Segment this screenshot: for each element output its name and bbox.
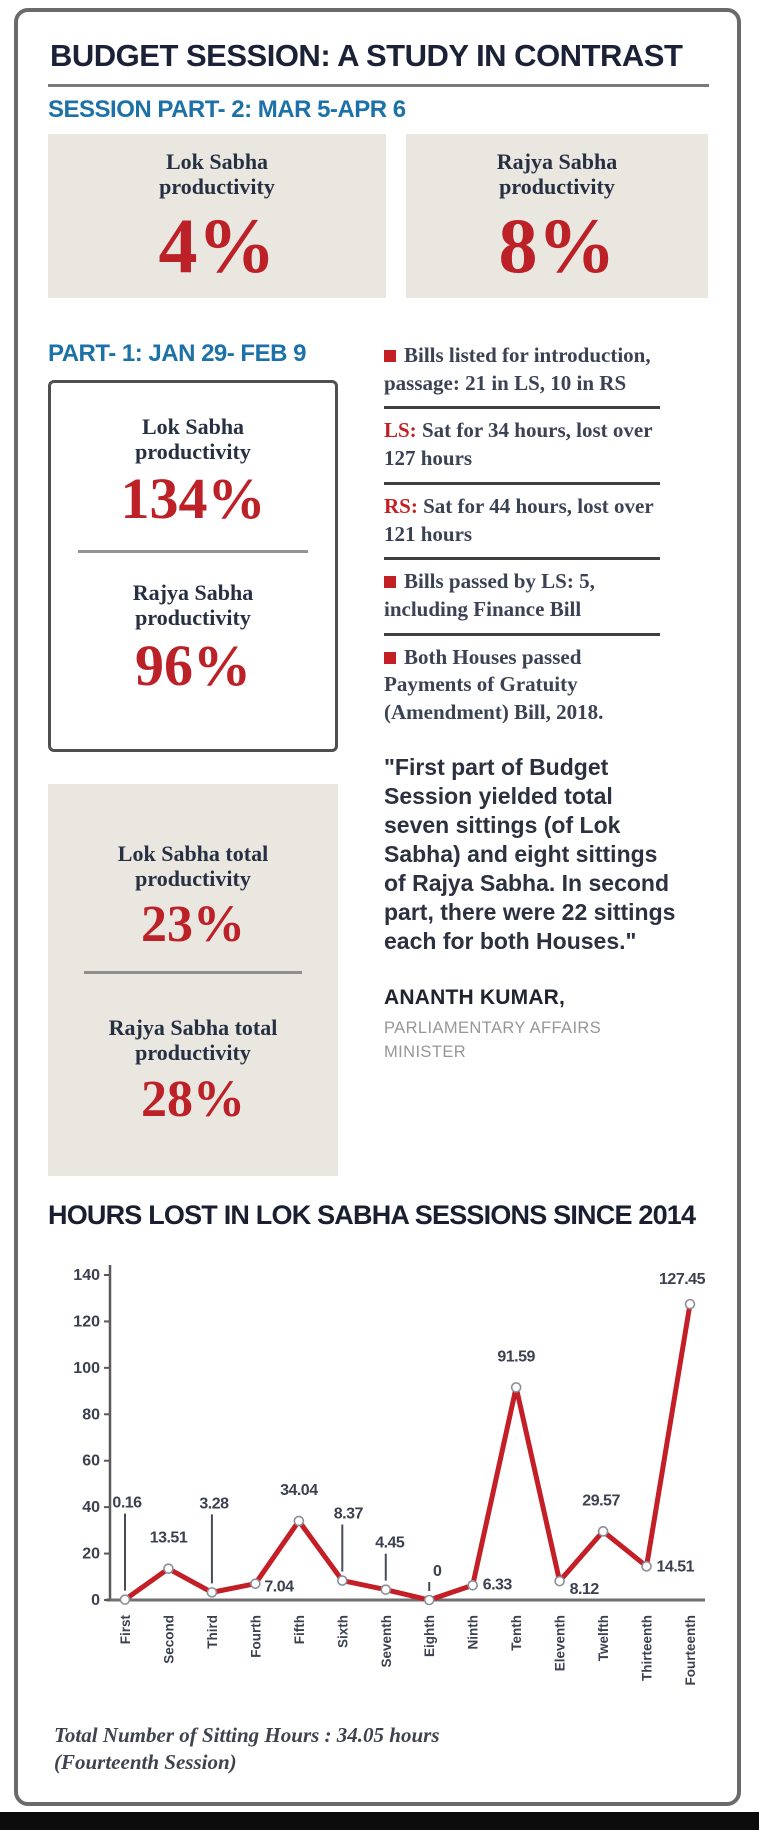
productivity-value: 96% bbox=[135, 632, 251, 698]
productivity-value: 23% bbox=[141, 896, 245, 954]
fact-item bbox=[384, 493, 660, 548]
box-label: Lok Sabha productivity bbox=[135, 414, 251, 464]
svg-text:120: 120 bbox=[73, 1313, 100, 1331]
bottom-black-strip bbox=[0, 1812, 759, 1830]
svg-text:13.51: 13.51 bbox=[149, 1529, 188, 1547]
fact-text: Bills passed by LS: 5, including Finance Bill bbox=[384, 569, 595, 622]
chart-footnote bbox=[54, 1722, 709, 1777]
svg-text:14.51: 14.51 bbox=[656, 1558, 695, 1576]
svg-text:Fifth: Fifth bbox=[291, 1615, 307, 1645]
bullet-icon bbox=[384, 576, 396, 588]
svg-text:29.57: 29.57 bbox=[582, 1492, 620, 1510]
svg-text:0.16: 0.16 bbox=[112, 1494, 142, 1512]
title-rule bbox=[48, 84, 709, 87]
house-abbr: LS: bbox=[384, 418, 417, 443]
svg-text:Seventh: Seventh bbox=[378, 1615, 394, 1668]
divider-line bbox=[78, 550, 308, 553]
box-label: Lok Sabha total productivity bbox=[117, 841, 269, 891]
bullet-icon bbox=[384, 652, 396, 664]
right-column bbox=[384, 340, 709, 1176]
box-label: Rajya Sabha total productivity bbox=[108, 1015, 278, 1065]
svg-text:20: 20 bbox=[82, 1545, 100, 1563]
total-productivity-box bbox=[48, 784, 338, 1176]
box-label: Rajya Sabha productivity bbox=[496, 149, 618, 199]
session-part1-heading: PART- 1: JAN 29- FEB 9 bbox=[48, 340, 306, 367]
svg-text:8.12: 8.12 bbox=[569, 1581, 599, 1599]
svg-text:40: 40 bbox=[82, 1499, 100, 1517]
svg-text:Sixth: Sixth bbox=[335, 1615, 351, 1649]
footnote-line2: (Fourteenth Session) bbox=[54, 1750, 237, 1775]
svg-text:7.04: 7.04 bbox=[264, 1578, 294, 1596]
svg-text:Third: Third bbox=[204, 1615, 220, 1649]
svg-text:3.28: 3.28 bbox=[199, 1495, 229, 1513]
box-label: Lok Sabha productivity bbox=[159, 149, 275, 199]
fact-item bbox=[384, 417, 660, 472]
svg-text:100: 100 bbox=[73, 1359, 100, 1377]
footnote-line1: Total Number of Sitting Hours : 34.05 hours bbox=[54, 1723, 440, 1747]
productivity-value: 28% bbox=[141, 1070, 245, 1128]
chart-line bbox=[125, 1304, 690, 1600]
author-name: ANANTH KUMAR, bbox=[384, 985, 566, 1009]
fact-item bbox=[384, 568, 660, 623]
svg-text:Fourth: Fourth bbox=[248, 1615, 264, 1658]
house-abbr: RS: bbox=[384, 493, 418, 518]
divider-line bbox=[84, 971, 302, 974]
session-part2-heading: SESSION PART- 2: MAR 5-APR 6 bbox=[48, 96, 406, 123]
svg-text:First: First bbox=[118, 1615, 133, 1645]
svg-text:80: 80 bbox=[82, 1406, 100, 1424]
rajya-sabha-productivity-box bbox=[406, 134, 708, 298]
productivity-value: 134% bbox=[120, 466, 266, 532]
separator-line bbox=[384, 633, 660, 636]
svg-text:Twelfth: Twelfth bbox=[596, 1615, 612, 1662]
lok-sabha-productivity-box bbox=[48, 134, 386, 298]
chart-value-labels bbox=[112, 1271, 705, 1598]
page-title: BUDGET SESSION: A STUDY IN CONTRAST bbox=[50, 38, 683, 73]
bullet-icon bbox=[384, 350, 396, 362]
svg-text:Ninth: Ninth bbox=[465, 1615, 481, 1650]
chart-x-labels bbox=[118, 1615, 698, 1686]
chart-markers bbox=[121, 1300, 695, 1605]
separator-line bbox=[384, 406, 660, 409]
svg-text:Thirteenth: Thirteenth bbox=[639, 1615, 655, 1681]
hours-lost-line-chart bbox=[50, 1255, 708, 1703]
chart-section bbox=[48, 1200, 709, 1777]
author-title: PARLIAMENTARY AFFAIRS MINISTER bbox=[384, 1018, 602, 1061]
svg-text:Eighth: Eighth bbox=[422, 1615, 438, 1657]
productivity-value: 4% bbox=[158, 202, 276, 290]
svg-text:6.33: 6.33 bbox=[482, 1576, 512, 1594]
svg-text:140: 140 bbox=[73, 1267, 100, 1284]
fact-item bbox=[384, 342, 660, 397]
fact-text: Both Houses passed Payments of Gratuity (Amendment) Bill, 2018. bbox=[384, 644, 604, 725]
fact-text: Sat for 34 hours, lost over 127 hours bbox=[384, 418, 653, 471]
productivity-value: 8% bbox=[498, 202, 616, 290]
fact-text: Sat for 44 hours, lost over 121 hours bbox=[384, 493, 654, 546]
part1-productivity-box bbox=[48, 380, 338, 752]
svg-text:Eleventh: Eleventh bbox=[552, 1615, 568, 1672]
svg-text:0: 0 bbox=[433, 1563, 442, 1580]
infographic-frame bbox=[14, 8, 741, 1806]
minister-quote: "First part of Budget Session yielded total seven sittings (of Lok Sabha) and eight sittings of Rajya Sabha. In second part, there were 22 sittings each for both Houses." bbox=[384, 753, 676, 954]
svg-text:127.45: 127.45 bbox=[659, 1271, 705, 1289]
chart-wrap bbox=[50, 1255, 709, 1708]
fact-text: Bills listed for introduction, passage: 21 in LS, 10 in RS bbox=[384, 343, 651, 395]
part2-productivity-row bbox=[48, 134, 709, 298]
fact-item bbox=[384, 644, 660, 727]
separator-line bbox=[384, 557, 660, 560]
svg-text:34.04: 34.04 bbox=[280, 1481, 318, 1499]
left-column bbox=[48, 340, 338, 1176]
separator-line bbox=[384, 482, 660, 485]
quote-attribution bbox=[384, 986, 709, 1065]
svg-text:Tenth: Tenth bbox=[509, 1615, 525, 1651]
svg-text:8.37: 8.37 bbox=[333, 1505, 363, 1523]
svg-text:91.59: 91.59 bbox=[497, 1348, 535, 1366]
svg-text:4.45: 4.45 bbox=[375, 1534, 405, 1552]
two-column-section bbox=[48, 340, 709, 1176]
svg-text:0: 0 bbox=[91, 1592, 100, 1609]
chart-axes bbox=[73, 1265, 705, 1609]
facts-list bbox=[384, 342, 660, 727]
chart-title: HOURS LOST IN LOK SABHA SESSIONS SINCE 2014 bbox=[48, 1200, 696, 1230]
svg-text:Second: Second bbox=[161, 1615, 177, 1664]
svg-text:60: 60 bbox=[82, 1452, 100, 1470]
box-label: Rajya Sabha productivity bbox=[132, 580, 254, 630]
svg-text:Fourteenth: Fourteenth bbox=[683, 1615, 698, 1686]
